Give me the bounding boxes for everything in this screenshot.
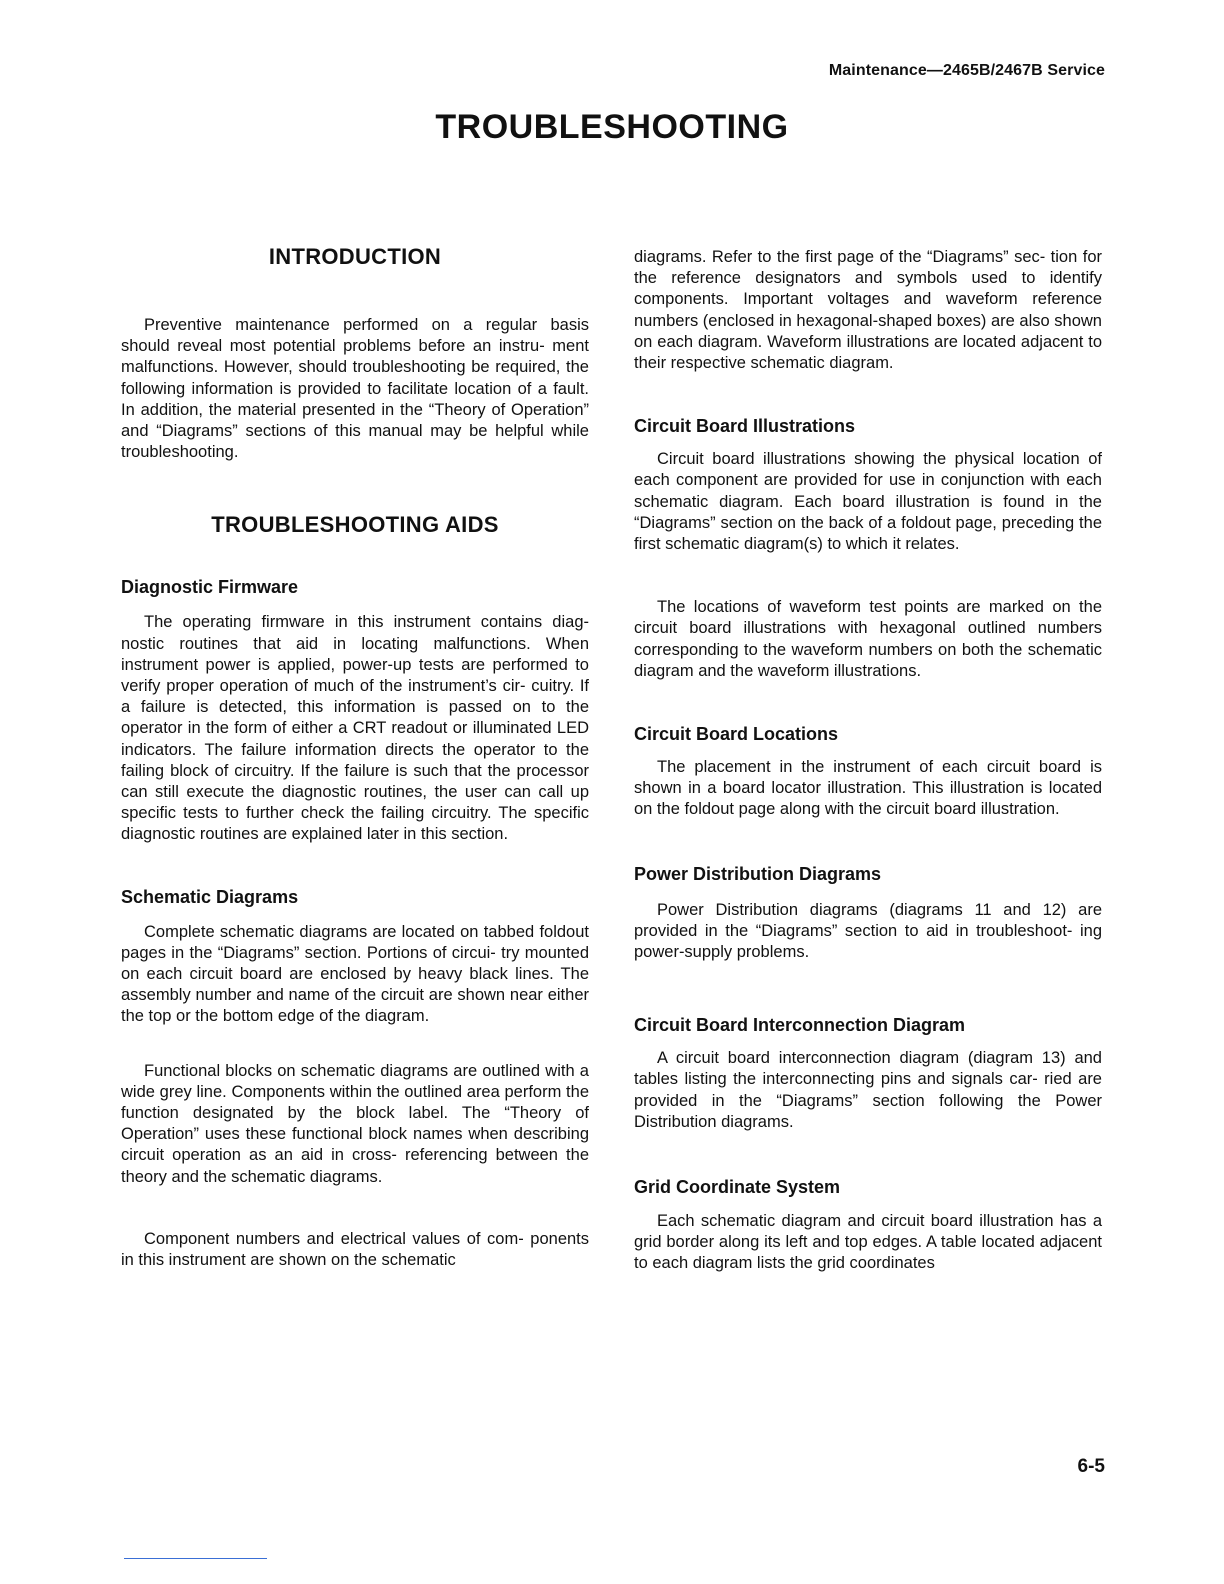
circuit-board-locations-heading: Circuit Board Locations (634, 724, 839, 745)
running-head: Maintenance—2465B/2467B Service (828, 62, 1105, 79)
grid-coordinate-paragraph: Each schematic diagram and circuit board illustration has a grid border along its left and top edges. A table located adjacent to each diagram lists the grid coordinates (634, 1212, 1102, 1273)
introduction-paragraph: Preventive maintenance performed on a regular basis should reveal most potential problems before an instru- ment malfunctions. However, should troubleshooting be required, the following information is provided to facilitate location of a fault. In addition, the material presented in the “Theory of Operation” and “Diagrams” sections of this manual may be helpful while troubleshooting. (121, 316, 589, 462)
schematic-paragraph-1: Complete schematic diagrams are located on tabbed foldout pages in the “Diagrams” section. Portions of circui- try mounted on each circuit board are enclosed by heavy black lines. The assembly number and name of the circuit are shown near either the top or the bottom edge of the diagram. (121, 922, 589, 1026)
illustrations-paragraph-1: Circuit board illustrations showing the physical location of each component are provided for use in conjunction with each schematic diagram. Each board illustration is found in the “Diagrams” section on the back of a foldout page, preceding the first schematic diagram(s) to which it relates. (634, 450, 1102, 554)
power-distribution-paragraph: Power Distribution diagrams (diagrams 11 and 12) are provided in the “Diagrams” section to aid in troubleshoot- ing power-supply problems. (634, 900, 1102, 962)
schematic-paragraph-2: Functional blocks on schematic diagrams are outlined with a wide grey line. Components within the outlined area perform the function designated by the block label. The “Theory of Operation” uses these functional block names when describing circuit operation as an aid in cross- referencing between the theory and the schematic diagrams. (121, 1061, 589, 1186)
right-column (634, 240, 1102, 1275)
introduction-heading: INTRODUCTION (268, 244, 442, 269)
illustrations-paragraph-2: The locations of waveform test points are marked on the circuit board illustrations with hexagonal outlined numbers corresponding to the waveform numbers on both the schematic diagram and the waveform illustrations. (634, 598, 1102, 680)
locations-paragraph: The placement in the instrument of each circuit board is shown in a board locator illustration. This illustration is located on the foldout page along with the circuit board illustration. (634, 758, 1102, 819)
circuit-board-illustrations-heading: Circuit Board Illustrations (634, 416, 856, 437)
left-column (121, 240, 589, 1271)
schematic-diagrams-heading: Schematic Diagrams (121, 886, 299, 907)
page-number: 6-5 (1077, 1456, 1105, 1477)
power-distribution-heading: Power Distribution Diagrams (634, 863, 882, 884)
interconnection-paragraph: A circuit board interconnection diagram (diagram 13) and tables listing the interconnecting pins and signals car- ried are provided in the “Diagrams” section following the Power Distribution diagrams. (634, 1049, 1102, 1131)
troubleshooting-aids-heading: TROUBLESHOOTING AIDS (211, 512, 499, 538)
diagnostic-firmware-paragraph: The operating firmware in this instrument contains diag- nostic routines that aid in locating malfunctions. When instrument power is applied, power-up tests are performed to verify proper operation of much of the instrument’s cir- cuitry. If a failure is detected, this information is passed on to the operator in the form of either a CRT readout or illuminated LED indicators. The failure information directs the operator to the failing block of circuitry. If the failure is such that the processor can still execute the diagnostic routines, the user can call up specific tests to further check the failing circuitry. The specific diagnostic routines are explained later in this section. (121, 613, 589, 844)
grid-coordinate-heading: Grid Coordinate System (634, 1177, 841, 1198)
page-title: TROUBLESHOOTING (435, 108, 789, 146)
schematic-paragraph-3: Component numbers and electrical values of com- ponents in this instrument are shown on the schematic (121, 1229, 589, 1270)
diagnostic-firmware-heading: Diagnostic Firmware (121, 577, 299, 598)
interconnection-diagram-heading: Circuit Board Interconnection Diagram (634, 1015, 966, 1036)
continued-paragraph: diagrams. Refer to the first page of the “Diagrams” sec- tion for the reference designators and symbols used to identify components. Important voltages and waveform reference numbers (enclosed in hexagonal-shaped boxes) are also shown on each diagram. Waveform illustrations are located adjacent to their respective schematic diagram. (634, 248, 1102, 373)
footer-rule (124, 1558, 267, 1559)
